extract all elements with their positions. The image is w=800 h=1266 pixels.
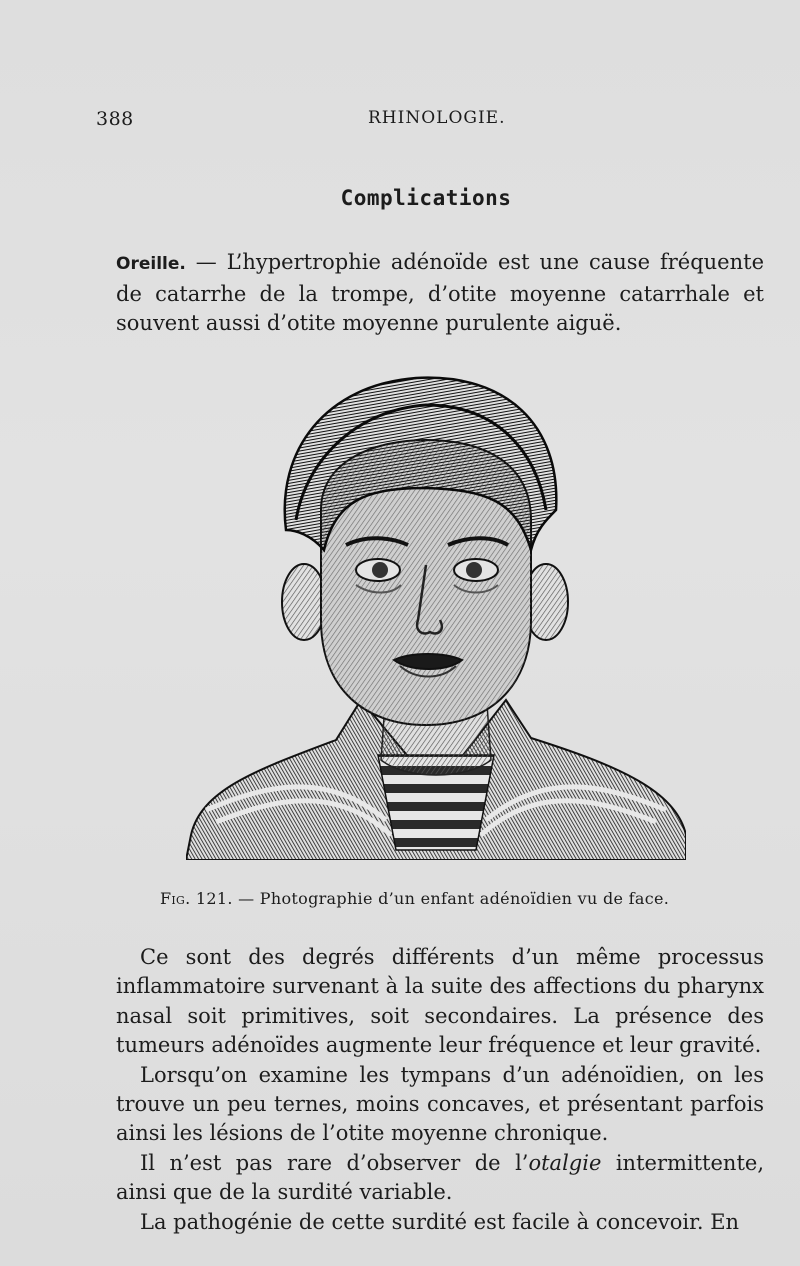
figure-caption-text: — Photographie d’un enfant adénoïdien vu de face. [232, 889, 670, 908]
paragraph-text: Il n’est pas rare d’observer de l’ [140, 1150, 529, 1175]
intro-text: — L’hypertrophie adénoïde est une cause fréquente de catarrhe de la trompe, d’otite moyenne catarrhale et souvent aussi d’otite moyenne purulente aiguë. [116, 250, 764, 335]
running-head [96, 108, 786, 138]
body-text [116, 943, 764, 1237]
section-title: Complications [340, 186, 512, 210]
emphasized-term: otalgie [528, 1150, 602, 1175]
figure-caption [160, 889, 720, 908]
child-portrait-engraving [186, 370, 686, 860]
paragraph: La pathogénie de cette surdité est facile à concevoir. En [140, 1209, 740, 1234]
paragraph: Lorsqu’on examine les tympans d’un adénoïdien, on les trouve un peu ternes, moins concaves, et présentant parfois ainsi les lésions de l’otite moyenne chronique. [116, 1062, 764, 1146]
intro-paragraph [116, 248, 764, 339]
paragraph-text: intermittente, ainsi que de la surdité variable. [116, 1150, 764, 1205]
paragraph [116, 1149, 764, 1208]
running-title: RHINOLOGIE. [368, 108, 506, 128]
run-in-heading: Oreille. [116, 254, 186, 274]
figure-label: Fig. 121. [160, 889, 233, 908]
figure-portrait [186, 370, 686, 860]
page-number: 388 [96, 108, 134, 130]
paragraph: Ce sont des degrés différents d’un même processus inflammatoire survenant à la suite des affections du pharynx nasal soit primitives, soit secondaires. La présence des tumeurs adénoïdes augmente leur fréquence et leur gravité. [116, 945, 764, 1058]
